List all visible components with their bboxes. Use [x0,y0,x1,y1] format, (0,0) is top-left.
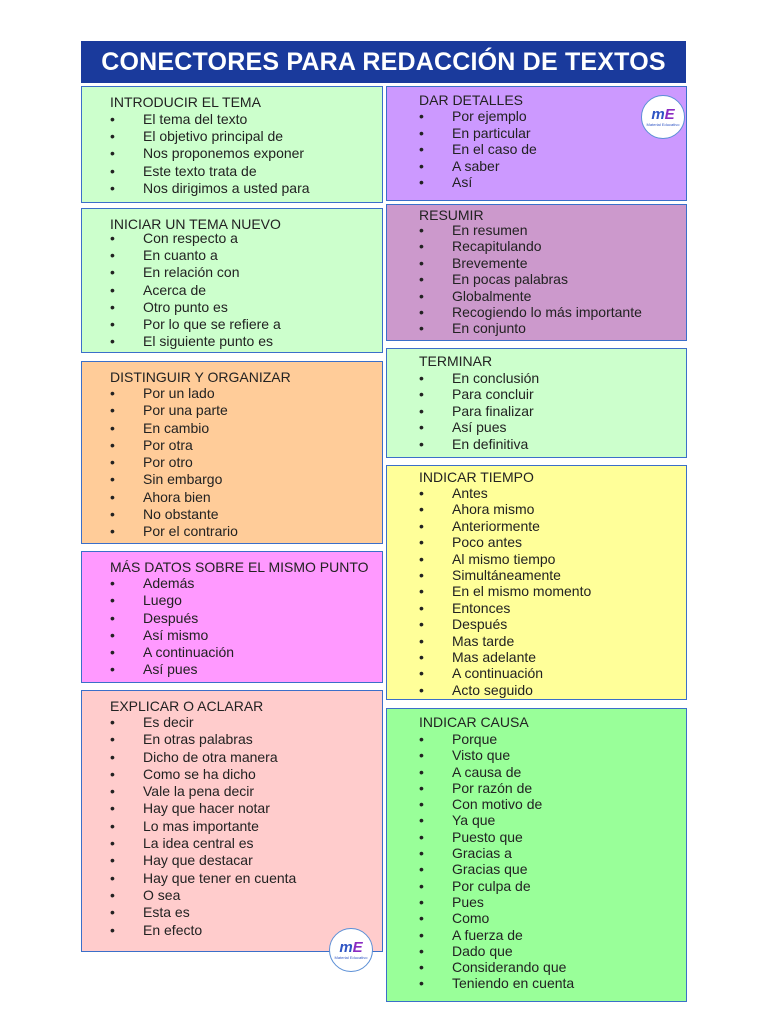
connector-item: • Hay que tener en cuenta [110,870,296,887]
connector-list [419,485,591,698]
connector-item: • La idea central es [110,835,296,852]
connector-item: • Brevemente [419,255,642,271]
connector-item: • No obstante [110,506,238,523]
section-iniciar [81,208,383,353]
section-explicar [81,690,383,960]
connector-item: • En relación con [110,264,281,281]
connector-list [110,111,310,197]
section-distinguir [81,361,383,544]
connector-item: • Recogiendo lo más importante [419,304,642,320]
connector-item: • En el caso de [419,141,537,158]
section-heading: TERMINAR [419,353,493,369]
connector-item: • Lo mas importante [110,818,296,835]
connector-item: • Así [419,174,537,191]
connector-item: • Luego [110,592,234,609]
connector-item: • A causa de [419,764,574,780]
connector-item: • El siguiente punto es [110,333,281,350]
connector-item: • Esta es [110,904,296,921]
connector-item: • En definitiva [419,436,539,452]
section-terminar [386,348,687,458]
connector-item: • Así mismo [110,627,234,644]
connector-item: • El tema del texto [110,111,310,128]
connector-item: • Globalmente [419,288,642,304]
connector-item: • En resumen [419,222,642,238]
connector-item: • Por otro [110,454,238,471]
connector-item: • Para concluir [419,386,539,402]
connector-item: • Considerando que [419,959,574,975]
section-resumir [386,204,687,341]
section-heading: INICIAR UN TEMA NUEVO [110,216,281,232]
connector-item: • Nos dirigimos a usted para [110,180,310,197]
logo-icon: mE Material Educativo [329,928,373,972]
connector-item: • En conclusión [419,370,539,386]
connector-list [110,385,238,541]
connector-item: • Ya que [419,812,574,828]
connector-item: • Gracias a [419,845,574,861]
connector-item: • Pues [419,894,574,910]
connector-item: • Así pues [110,661,234,678]
connector-item: • Entonces [419,600,591,616]
connector-item: • Como se ha dicho [110,766,296,783]
connector-item: • Hay que hacer notar [110,800,296,817]
connector-item: • En efecto [110,922,296,939]
connector-item: • En el mismo momento [419,583,591,599]
connector-item: • Simultáneamente [419,567,591,583]
connector-item: • Al mismo tiempo [419,551,591,567]
connector-item: • Puesto que [419,829,574,845]
connector-item: • A continuación [110,644,234,661]
connector-item: • Así pues [419,419,539,435]
connector-item: • A continuación [419,665,591,681]
connector-item: • A saber [419,158,537,175]
connector-item: • Mas tarde [419,633,591,649]
connector-item: • Por lo que se refiere a [110,316,281,333]
section-heading: EXPLICAR O ACLARAR [110,698,264,714]
connector-list [110,230,281,350]
connector-item: • Sin embargo [110,471,238,488]
connector-item: • Antes [419,485,591,501]
connector-item: • Anteriormente [419,518,591,534]
connector-item: • En conjunto [419,320,642,336]
connector-item: • Acto seguido [419,682,591,698]
section-tiempo [386,465,687,700]
connector-item: • Con motivo de [419,796,574,812]
connector-item: • En cambio [110,420,238,437]
section-heading: DISTINGUIR Y ORGANIZAR [110,369,291,385]
connector-item: • Visto que [419,747,574,763]
connector-list [419,731,574,992]
connector-item: • Porque [419,731,574,747]
connector-item: • Mas adelante [419,649,591,665]
connector-list [419,370,539,452]
section-heading: INDICAR TIEMPO [419,469,534,485]
connector-item: • Como [419,910,574,926]
connector-list [110,714,296,939]
connector-item: • Hay que destacar [110,852,296,869]
connector-item: • En otras palabras [110,731,296,748]
connector-item: • Vale la pena decir [110,783,296,800]
connector-item: • Recapitulando [419,238,642,254]
connector-item: • En pocas palabras [419,271,642,287]
section-introducir [81,86,383,203]
connector-item: • Acerca de [110,282,281,299]
connector-item: • Dado que [419,943,574,959]
section-mas-datos [81,551,383,683]
connector-item: • Gracias que [419,861,574,877]
connector-item: • El objetivo principal de [110,128,310,145]
connector-item: • Otro punto es [110,299,281,316]
connector-item: • En particular [419,125,537,142]
logo-icon: mE Material Educativo [641,95,685,139]
connector-item: • Por otra [110,437,238,454]
connector-item: • Después [110,610,234,627]
connector-item: • Teniendo en cuenta [419,975,574,991]
connector-item: • Nos proponemos exponer [110,145,310,162]
connector-list [419,108,537,191]
connector-item: • Con respecto a [110,230,281,247]
section-dar-detalles [386,86,687,201]
connector-item: • O sea [110,887,296,904]
connector-item: • Para finalizar [419,403,539,419]
connector-item: • Por ejemplo [419,108,537,125]
section-heading: DAR DETALLES [419,92,523,108]
connector-item: • Dicho de otra manera [110,749,296,766]
connector-item: • Ahora mismo [419,501,591,517]
connector-item: • Este texto trata de [110,163,310,180]
page-title: CONECTORES PARA REDACCIÓN DE TEXTOS [81,41,686,83]
connector-item: • Es decir [110,714,296,731]
connector-list [419,222,642,337]
section-heading: RESUMIR [419,207,484,223]
connector-item: • Por un lado [110,385,238,402]
section-heading: MÁS DATOS SOBRE EL MISMO PUNTO [110,559,369,575]
connector-item: • Ahora bien [110,489,238,506]
connector-item: • Por el contrario [110,523,238,540]
connector-item: • Por razón de [419,780,574,796]
connector-list [110,575,234,679]
connector-item: • Poco antes [419,534,591,550]
connector-item: • Por culpa de [419,878,574,894]
connector-item: • Además [110,575,234,592]
connector-item: • En cuanto a [110,247,281,264]
section-causa [386,708,687,1002]
section-heading: INDICAR CAUSA [419,714,529,730]
connector-item: • Por una parte [110,402,238,419]
connector-item: • A fuerza de [419,927,574,943]
connector-item: • Después [419,616,591,632]
section-heading: INTRODUCIR EL TEMA [110,94,261,110]
